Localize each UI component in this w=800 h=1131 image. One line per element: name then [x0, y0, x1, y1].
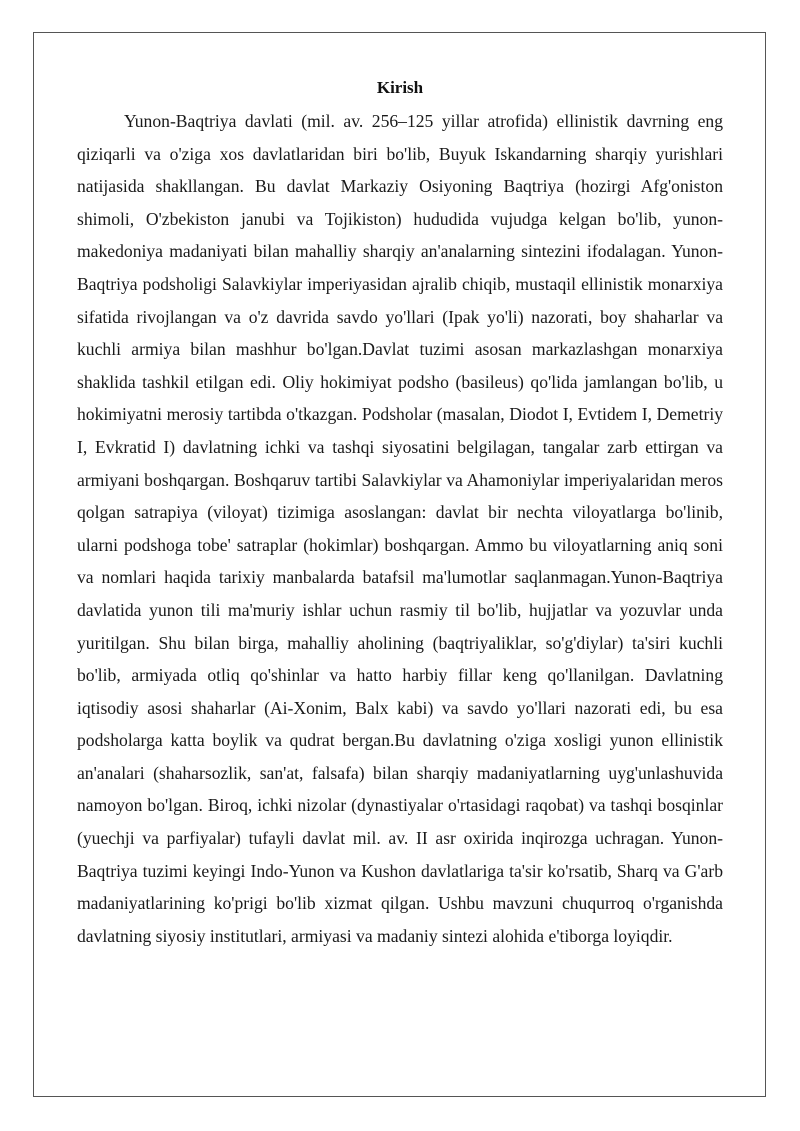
body-paragraph: Yunon-Baqtriya davlati (mil. av. 256–125 yillar atrofida) ellinistik davrning eng qiziqarli va o'ziga xos davlatlaridan biri bo'lib, Buyuk Iskandarning sharqiy yurishlari natijasida shakllangan. Bu davlat Markaziy Osiyoning Baqtriya (hozirgi Afg'oniston shimoli, O'zbekiston janubi va Tojikiston) hududida vujudga kelgan bo'lib, yunon-makedoniya madaniyati bilan mahalliy sharqiy an'analarning sintezini ifodalagan. Yunon-Baqtriya podsholigi Salavkiylar imperiyasidan ajralib chiqib, mustaqil ellinistik monarxiya sifatida rivojlangan va o'z davrida savdo yo'llari (Ipak yo'li) nazorati, boy shaharlar va kuchli armiya bilan mashhur bo'lgan.Davlat tuzimi asosan markazlashgan monarxiya shaklida tashkil etilgan edi. Oliy hokimiyat podsho (basileus) qo'lida jamlangan bo'lib, u hokimiyatni merosiy tartibda o'tkazgan. Podsholar (masalan, Diodot I, Evtidem I, Demetriy I, Evkratid I) davlatning ichki va tashqi siyosatini belgilagan, tangalar zarb ettirgan va armiyani boshqargan. Boshqaruv tartibi Salavkiylar va Ahamoniylar imperiyalaridan meros qolgan satrapiya (viloyat) tizimiga asoslangan: davlat bir nechta viloyatlarga bo'linib, ularni podshoga tobe' satraplar (hokimlar) boshqargan. Ammo bu viloyatlarning aniq soni va nomlari haqida tarixiy manbalarda batafsil ma'lumotlar saqlanmagan.Yunon-Baqtriya davlatida yunon tili ma'muriy ishlar uchun rasmiy til bo'lib, hujjatlar va yozuvlar unda yuritilgan. Shu bilan birga, mahalliy aholining (baqtriyaliklar, so'g'diylar) ta'siri kuchli bo'lib, armiyada otliq qo'shinlar va hatto harbiy fillar keng qo'llanilgan. Davlatning iqtisodiy asosi shaharlar (Ai-Xonim, Balx kabi) va savdo yo'llari nazorati edi, bu esa podsholarga katta boylik va qudrat bergan.Bu davlatning o'ziga xosligi yunon ellinistik an'analari (shaharsozlik, san'at, falsafa) bilan sharqiy madaniyatlarning uyg'unlashuvida namoyon bo'lgan. Biroq, ichki nizolar (dynastiyalar o'rtasidagi raqobat) va tashqi bosqinlar (yuechji va parfiyalar) tufayli davlat mil. av. II asr oxirida inqirozga uchragan. Yunon-Baqtriya tuzimi keyingi Indo-Yunon va Kushon davlatlariga ta'sir ko'rsatib, Sharq va G'arb madaniyatlarining ko'prigi bo'lib xizmat qilgan. Ushbu mavzuni chuqurroq o'rganishda davlatning siyosiy institutlari, armiyasi va madaniy sintezi alohida e'tiborga loyiqdir. — [77, 111, 723, 946]
document-title: Kirish — [376, 78, 424, 97]
